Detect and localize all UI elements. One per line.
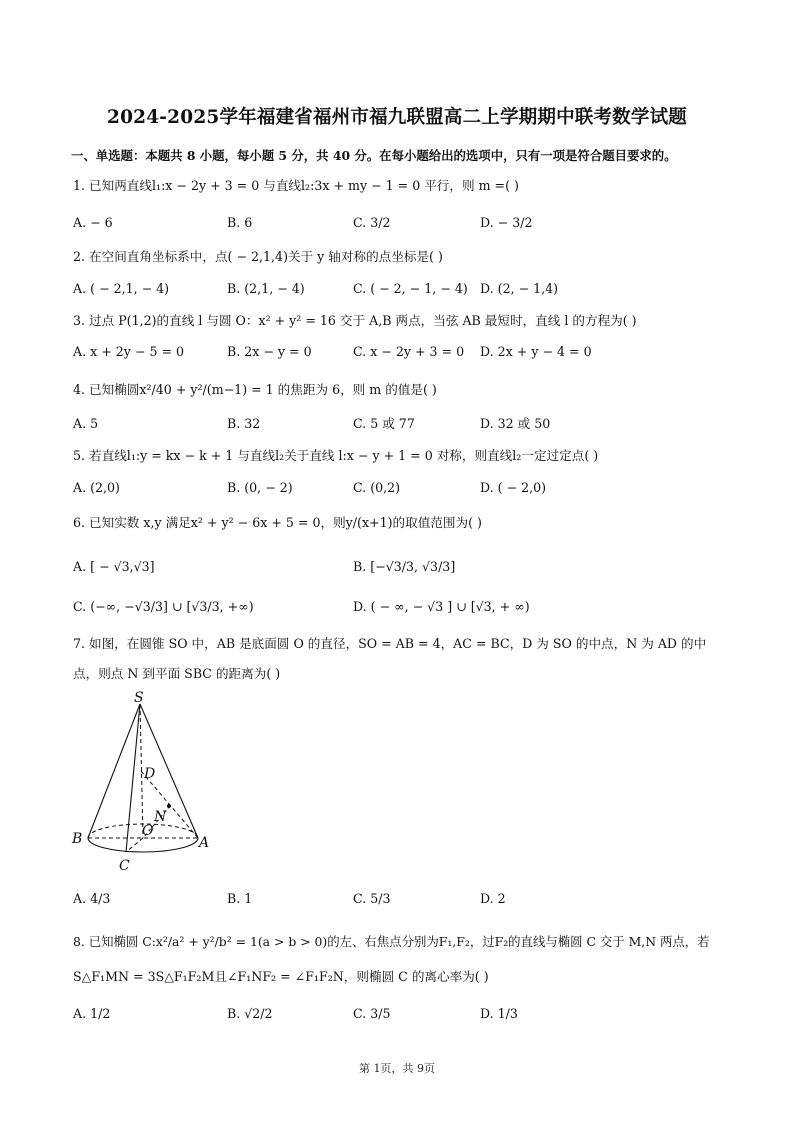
q5-option-a: A. (2,0) bbox=[73, 480, 120, 495]
q8-option-d: D. 1/3 bbox=[480, 1006, 518, 1021]
label-s: S bbox=[134, 690, 144, 706]
q6-option-d: D. ( − ∞, − √3 ] ∪ [√3, + ∞) bbox=[353, 599, 530, 614]
segment-sc bbox=[126, 704, 140, 852]
q5-option-c: C. (0,2) bbox=[353, 480, 401, 495]
label-d: D bbox=[144, 766, 156, 782]
label-c: C bbox=[119, 858, 130, 874]
question-4-stem: 4. 已知椭圆x²/40 + y²/(m−1) = 1 的焦距为 6，则 m 的值是( ) bbox=[73, 382, 437, 397]
q2-option-a: A. ( − 2,1, − 4) bbox=[73, 281, 170, 296]
cone-figure bbox=[68, 690, 218, 875]
q8-option-a: A. 1/2 bbox=[73, 1006, 111, 1021]
q7-option-d: D. 2 bbox=[480, 891, 506, 906]
question-2-stem: 2. 在空间直角坐标系中，点( − 2,1,4)关于 y 轴对称的点坐标是( ) bbox=[73, 249, 443, 264]
label-n: N bbox=[154, 809, 167, 825]
label-a: A bbox=[199, 835, 210, 851]
page-footer: 第 1页，共 9页 bbox=[359, 1062, 435, 1075]
question-5-stem: 5. 若直线l₁:y = kx − k + 1 与直线l₂关于直线 l:x − y + 1 = 0 对称，则直线l₂一定过定点( ) bbox=[73, 448, 599, 463]
q6-option-b: B. [−√3/3, √3/3] bbox=[353, 559, 456, 574]
q8-option-b: B. √2/2 bbox=[227, 1006, 273, 1021]
q3-option-d: D. 2x + y − 4 = 0 bbox=[480, 344, 592, 359]
q1-option-d: D. − 3/2 bbox=[480, 215, 533, 230]
q7-option-c: C. 5/3 bbox=[353, 891, 391, 906]
q1-option-c: C. 3/2 bbox=[353, 215, 391, 230]
q4-option-d: D. 32 或 50 bbox=[480, 416, 551, 431]
q1-option-b: B. 6 bbox=[227, 215, 253, 230]
q4-option-a: A. 5 bbox=[73, 416, 99, 431]
q1-option-a: A. − 6 bbox=[73, 215, 113, 230]
q7-option-b: B. 1 bbox=[227, 891, 253, 906]
question-7-stem-line1: 7. 如图，在圆锥 SO 中，AB 是底面圆 O 的直径，SO = AB = 4，AC = BC，D 为 SO 的中点，N 为 AD 的中 bbox=[73, 636, 707, 651]
section-heading: 一、单选题：本题共 8 小题，每小题 5 分，共 40 分。在每小题给出的选项中，只有一项是符合题目要求的。 bbox=[71, 148, 677, 163]
q4-option-b: B. 32 bbox=[227, 416, 261, 431]
page-title: 2024-2025学年福建省福州市福九联盟高二上学期期中联考数学试题 bbox=[107, 107, 687, 128]
q2-option-c: C. ( − 2, − 1, − 4) bbox=[353, 281, 468, 296]
q6-option-a: A. [ − √3,√3] bbox=[73, 559, 155, 574]
q5-option-d: D. ( − 2,0) bbox=[480, 480, 547, 495]
q3-option-a: A. x + 2y − 5 = 0 bbox=[73, 344, 185, 359]
q3-option-b: B. 2x − y = 0 bbox=[227, 344, 312, 359]
question-6-stem: 6. 已知实数 x,y 满足x² + y² − 6x + 5 = 0，则y/(x+1)的取值范围为( ) bbox=[73, 515, 482, 530]
label-b: B bbox=[72, 831, 83, 847]
q2-option-b: B. (2,1, − 4) bbox=[227, 281, 305, 296]
question-3-stem: 3. 过点 P(1,2)的直线 l 与圆 O：x² + y² = 16 交于 A,B 两点，当弦 AB 最短时，直线 l 的方程为( ) bbox=[73, 313, 637, 328]
question-1-stem: 1. 已知两直线l₁:x − 2y + 3 = 0 与直线l₂:3x + my − 1 = 0 平行，则 m =( ) bbox=[73, 178, 519, 193]
question-8-stem-line2: S△F₁MN = 3S△F₁F₂M且∠F₁NF₂ = ∠F₁F₂N，则椭圆 C 的离心率为( ) bbox=[73, 969, 489, 984]
base-ellipse-front bbox=[88, 838, 198, 852]
q2-option-d: D. (2, − 1,4) bbox=[480, 281, 559, 296]
q3-option-c: C. x − 2y + 3 = 0 bbox=[353, 344, 465, 359]
cone-side-sb bbox=[88, 704, 140, 838]
q4-option-c: C. 5 或 77 bbox=[353, 416, 415, 431]
question-8-stem-line1: 8. 已知椭圆 C:x²/a² + y²/b² = 1(a > b > 0)的左、右焦点分别为F₁,F₂，过F₂的直线与椭圆 C 交于 M,N 两点，若 bbox=[73, 934, 710, 949]
q7-option-a: A. 4/3 bbox=[73, 891, 111, 906]
label-o: O bbox=[142, 823, 154, 839]
q8-option-c: C. 3/5 bbox=[353, 1006, 391, 1021]
point-n bbox=[167, 804, 171, 808]
q5-option-b: B. (0, − 2) bbox=[227, 480, 293, 495]
question-7-stem-line2: 点，则点 N 到平面 SBC 的距离为( ) bbox=[73, 666, 281, 681]
segment-oc bbox=[126, 838, 143, 852]
q6-option-c: C. (−∞, −√3/3] ∪ [√3/3, +∞) bbox=[73, 599, 254, 614]
